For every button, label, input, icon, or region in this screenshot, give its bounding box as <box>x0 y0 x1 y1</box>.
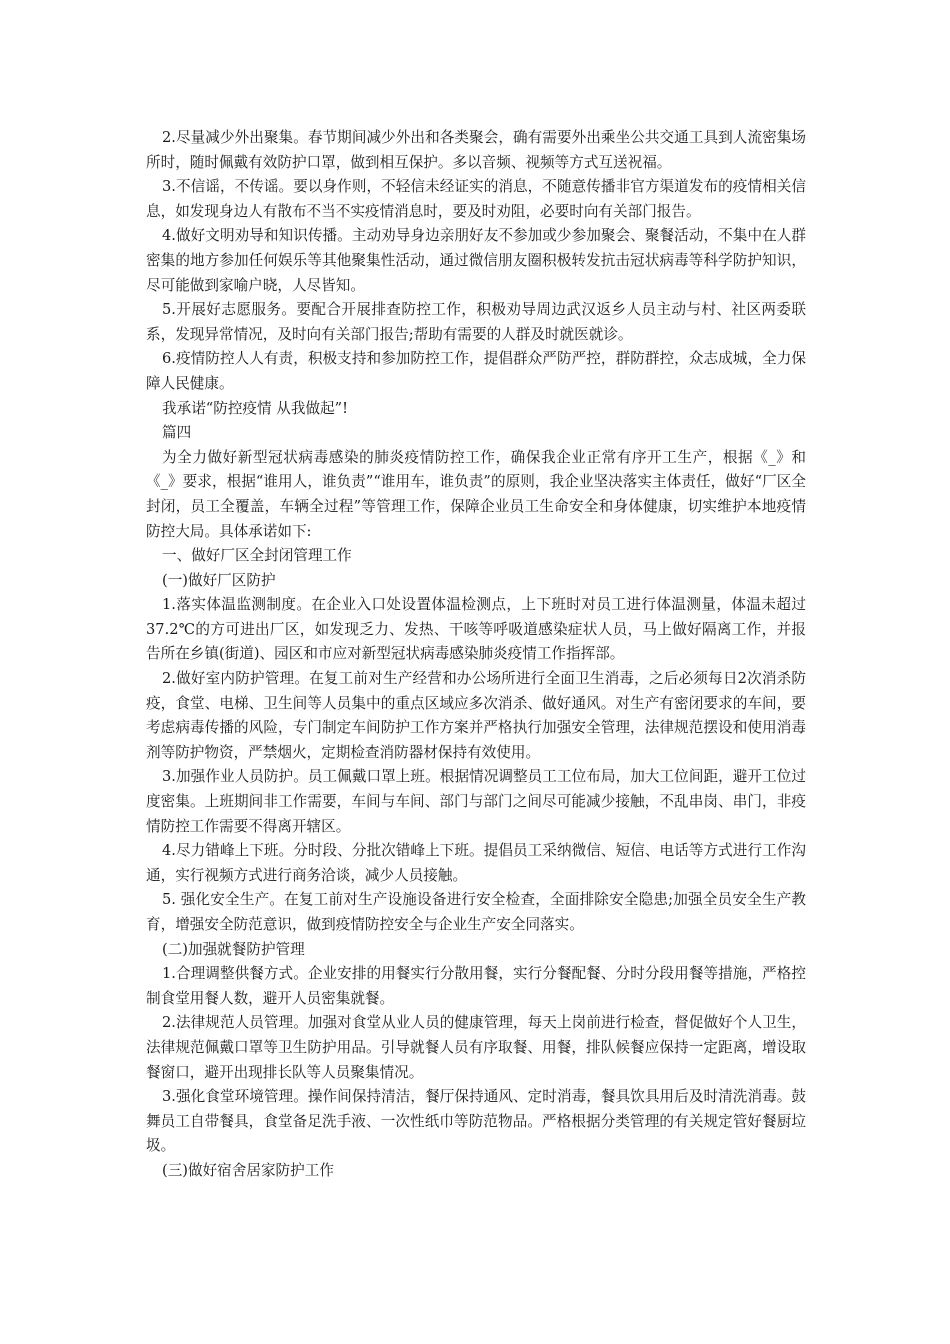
heading-level2-dormitory: (三)做好宿舍居家防护工作 <box>162 1161 334 1179</box>
paragraph-item-4: 4.做好文明劝导和知识传播。主动劝导身边亲朋好友不参加或少参加聚会、聚餐活动，不集中在人群密集的地方参加任何娱乐等其他聚集性活动，通过微信朋友圈积极转发抗击冠状病毒等科学防护知识，尽可能做到家喻户晓，人尽皆知。 <box>146 227 806 294</box>
paragraph-item-6: 6.疫情防控人人有责，积极支持和参加防控工作，提倡群众严防严控，群防群控，众志成城，全力保障人民健康。 <box>146 350 806 392</box>
paragraph-item-3: 3.不信谣，不传谣。要以身作则，不轻信未经证实的消息，不随意传播非官方渠道发布的疫情相关信息，如发现身边人有散布不当不实疫情消息时，要及时劝阻，必要时向有关部门报告。 <box>146 178 806 220</box>
paragraph-indoor: 2.做好室内防护管理。在复工前对生产经营和办公场所进行全面卫生消毒，之后必须每日2次消杀防疫，食堂、电梯、卫生间等人员集中的重点区域应多次消杀、做好通风。对生产有密闭要求的车间，要考虑病毒传播的风险，专门制定车间防护工作方案并严格执行加强安全管理，法律规范摆设和使用消毒剂等防护物资，严禁烟火，定期检查消防器材保持有效使用。 <box>146 670 806 761</box>
heading-level2-dining: (二)加强就餐防护管理 <box>162 940 305 958</box>
paragraph-item-5: 5.开展好志愿服务。要配合开展排查防控工作，积极劝导周边武汉返乡人员主动与村、社区两委联系，发现异常情况，及时向有关部门报告;帮助有需要的人群及时就医就诊。 <box>146 301 806 343</box>
paragraph-item-2: 2.尽量减少外出聚集。春节期间减少外出和各类聚会，确有需要外出乘坐公共交通工具到人流密集场所时，随时佩戴有效防护口罩，做到相互保护。多以音频、视频等方式互送祝福。 <box>146 129 806 171</box>
heading-level2-factory: (一)做好厂区防护 <box>162 571 276 589</box>
section-heading-part4: 篇四 <box>162 424 192 442</box>
document-body <box>146 126 806 1184</box>
paragraph-meal-supply: 1.合理调整供餐方式。企业安排的用餐实行分散用餐，实行分餐配餐、分时分段用餐等措施，严格控制食堂用餐人数，避开人员密集就餐。 <box>146 965 806 1007</box>
paragraph-canteen-environment: 3.强化食堂环境管理。操作间保持清洁，餐厅保持通风、定时消毒，餐具饮具用后及时清洗消毒。鼓舞员工自带餐具，食堂备足洗手液、一次性纸巾等防范物品。严格根据分类管理的有关规定管好餐厨垃圾。 <box>146 1088 806 1155</box>
paragraph-temperature: 1.落实体温监测制度。在企业入口处设置体温检测点，上下班时对员工进行体温测量，体温未超过37.2℃的方可进出厂区，如发现乏力、发热、干咳等呼吸道感染症状人员，马上做好隔离工作，并报告所在乡镇(街道)、园区和市应对新型冠状病毒感染肺炎疫情工作指挥部。 <box>146 596 806 663</box>
paragraph-safety: 5. 强化安全生产。在复工前对生产设施设备进行安全检查，全面排除安全隐患;加强全员安全生产教育，增强安全防范意识，做到疫情防控安全与企业生产安全同落实。 <box>146 891 806 933</box>
intro-paragraph: 为全力做好新型冠状病毒感染的肺炎疫情防控工作，确保我企业正常有序开工生产，根据《_》和《_》要求，根据“谁用人，谁负责”“谁用车，谁负责”的原则，我企业坚决落实主体责任，做好“厂区全封闭，员工全覆盖，车辆全过程”等管理工作，保障企业员工生命安全和身体健康，切实维护本地疫情防控大局。具体承诺如下: <box>146 448 806 540</box>
heading-level1: 一、做好厂区全封闭管理工作 <box>162 547 352 565</box>
paragraph-worker-protection: 3.加强作业人员防护。员工佩戴口罩上班。根据情况调整员工工位布局，加大工位间距，避开工位过度密集。上班期间非工作需要，车间与车间、部门与部门之间尽可能减少接触，不乱串岗、串门，非疫情防控工作需要不得离开辖区。 <box>146 768 806 835</box>
pledge-line: 我承诺“防控疫情 从我做起”! <box>162 399 348 417</box>
paragraph-staff-management: 2.法律规范人员管理。加强对食堂从业人员的健康管理，每天上岗前进行检查，督促做好个人卫生，法律规范佩戴口罩等卫生防护用品。引导就餐人员有序取餐、用餐，排队候餐应保持一定距离，增设取餐窗口，避开出现排长队等人员聚集情况。 <box>146 1014 806 1081</box>
paragraph-staggered-shifts: 4.尽力错峰上下班。分时段、分批次错峰上下班。提倡员工采纳微信、短信、电话等方式进行工作沟通，实行视频方式进行商务洽谈，减少人员接触。 <box>146 842 806 884</box>
